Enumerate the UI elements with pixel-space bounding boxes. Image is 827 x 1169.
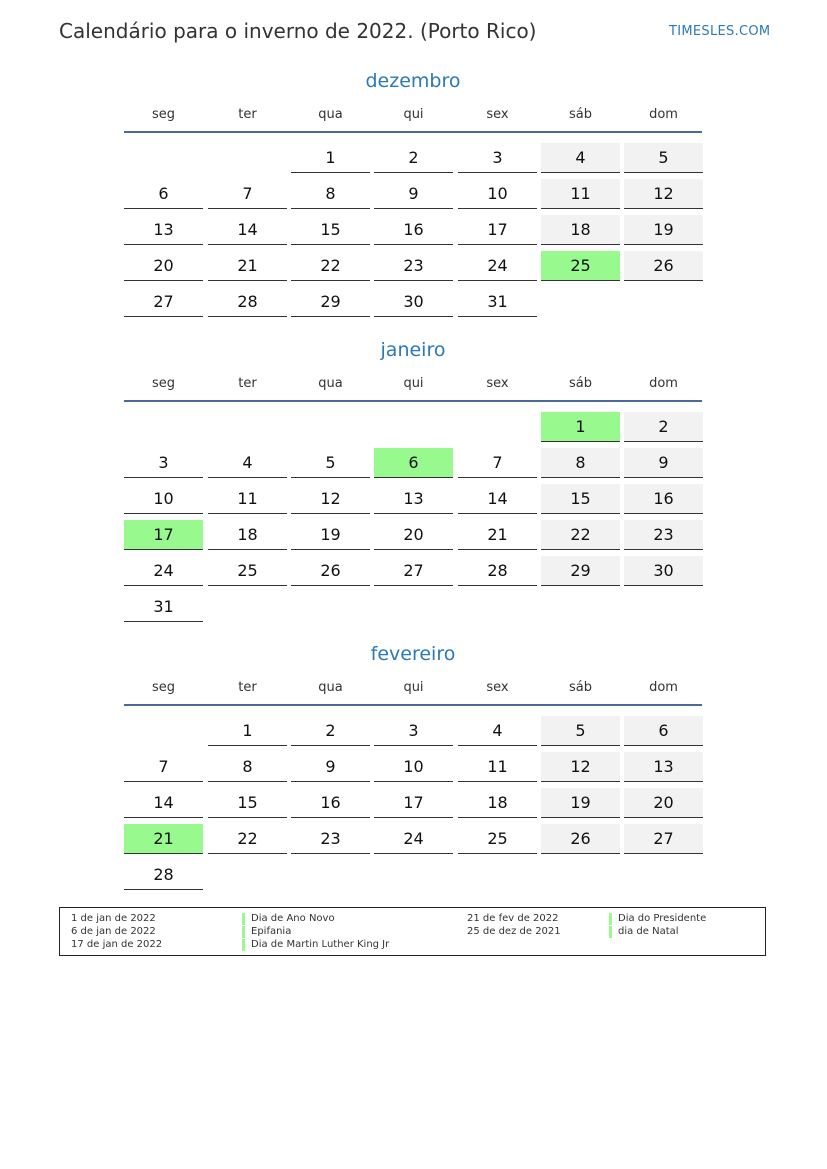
day-cell: 25 [208, 556, 287, 586]
day-cell: 28 [458, 556, 537, 586]
day-cell: 22 [291, 251, 370, 281]
day-cell: 20 [124, 251, 203, 281]
holiday-day-cell: 25 [541, 251, 620, 281]
day-cell: 14 [208, 215, 287, 245]
day-cell: 19 [624, 215, 703, 245]
day-cell: 4 [458, 716, 537, 746]
day-cell: 7 [208, 179, 287, 209]
weekday-header: ter [238, 376, 257, 391]
day-cell: 3 [124, 448, 203, 478]
day-cell: 16 [374, 215, 453, 245]
day-cell: 11 [458, 752, 537, 782]
day-cell: 2 [624, 412, 703, 442]
day-cell: 13 [374, 484, 453, 514]
day-cell: 5 [624, 143, 703, 173]
legend-holiday-name: dia de Natal [609, 926, 679, 938]
day-cell: 7 [124, 752, 203, 782]
day-cell: 27 [124, 287, 203, 317]
day-cell: 20 [624, 788, 703, 818]
day-cell: 24 [374, 824, 453, 854]
day-cell: 26 [624, 251, 703, 281]
day-cell: 5 [291, 448, 370, 478]
day-cell: 17 [374, 788, 453, 818]
day-cell: 9 [374, 179, 453, 209]
day-cell: 30 [624, 556, 703, 586]
legend-holiday-name: Epifania [242, 926, 291, 938]
day-cell: 29 [541, 556, 620, 586]
day-cell: 1 [291, 143, 370, 173]
day-cell: 28 [124, 860, 203, 890]
day-cell: 6 [624, 716, 703, 746]
day-cell: 10 [458, 179, 537, 209]
day-cell: 13 [124, 215, 203, 245]
weekday-header: sáb [569, 107, 592, 122]
day-cell: 12 [291, 484, 370, 514]
day-cell: 11 [541, 179, 620, 209]
weekday-header: qua [318, 680, 343, 695]
day-cell: 24 [458, 251, 537, 281]
day-cell: 8 [541, 448, 620, 478]
day-cell: 3 [374, 716, 453, 746]
weekday-header: qui [403, 107, 424, 122]
weekday-header: sex [486, 107, 509, 122]
day-cell: 8 [291, 179, 370, 209]
day-cell: 23 [291, 824, 370, 854]
weekday-header: dom [649, 107, 678, 122]
weekday-header: sex [486, 680, 509, 695]
day-cell: 21 [208, 251, 287, 281]
legend-date: 6 de jan de 2022 [71, 926, 156, 937]
legend-holiday-name: Dia do Presidente [609, 913, 706, 925]
day-cell: 22 [541, 520, 620, 550]
day-cell: 18 [541, 215, 620, 245]
holiday-day-cell: 17 [124, 520, 203, 550]
day-cell: 30 [374, 287, 453, 317]
day-cell: 19 [541, 788, 620, 818]
day-cell: 17 [458, 215, 537, 245]
weekday-header: seg [151, 680, 176, 695]
day-cell: 15 [291, 215, 370, 245]
weekday-header: sáb [569, 680, 592, 695]
day-cell: 21 [458, 520, 537, 550]
day-cell: 6 [124, 179, 203, 209]
month-title: janeiro [380, 339, 446, 361]
month-title: dezembro [365, 70, 461, 92]
legend-holiday-name: Dia de Martin Luther King Jr [242, 939, 389, 951]
weekday-header: ter [238, 680, 257, 695]
day-cell: 22 [208, 824, 287, 854]
day-cell: 9 [291, 752, 370, 782]
weekday-header: dom [649, 680, 678, 695]
day-cell: 4 [208, 448, 287, 478]
day-cell: 15 [208, 788, 287, 818]
weekday-header: dom [649, 376, 678, 391]
day-cell: 20 [374, 520, 453, 550]
day-cell: 31 [458, 287, 537, 317]
weekday-header: sáb [569, 376, 592, 391]
day-cell: 14 [124, 788, 203, 818]
day-cell: 26 [291, 556, 370, 586]
day-cell: 11 [208, 484, 287, 514]
day-cell: 28 [208, 287, 287, 317]
legend-date: 21 de fev de 2022 [467, 913, 559, 924]
day-cell: 1 [208, 716, 287, 746]
weekday-header: seg [151, 376, 176, 391]
header-divider [124, 704, 702, 706]
weekday-header: sex [486, 376, 509, 391]
day-cell: 16 [291, 788, 370, 818]
day-cell: 23 [374, 251, 453, 281]
day-cell: 24 [124, 556, 203, 586]
legend-date: 25 de dez de 2021 [467, 926, 561, 937]
day-cell: 10 [374, 752, 453, 782]
day-cell: 4 [541, 143, 620, 173]
legend-date: 1 de jan de 2022 [71, 913, 156, 924]
day-cell: 25 [458, 824, 537, 854]
day-cell: 9 [624, 448, 703, 478]
day-cell: 26 [541, 824, 620, 854]
legend-holiday-name: Dia de Ano Novo [242, 913, 335, 925]
day-cell: 18 [208, 520, 287, 550]
brand-link[interactable]: TIMESLES.COM [669, 24, 771, 39]
day-cell: 14 [458, 484, 537, 514]
day-cell: 19 [291, 520, 370, 550]
page-title: Calendário para o inverno de 2022. (Porto Rico) [59, 19, 537, 43]
day-cell: 16 [624, 484, 703, 514]
day-cell: 2 [374, 143, 453, 173]
holiday-day-cell: 1 [541, 412, 620, 442]
weekday-header: qui [403, 680, 424, 695]
day-cell: 31 [124, 592, 203, 622]
day-cell: 12 [541, 752, 620, 782]
day-cell: 10 [124, 484, 203, 514]
holiday-day-cell: 6 [374, 448, 453, 478]
day-cell: 23 [624, 520, 703, 550]
day-cell: 8 [208, 752, 287, 782]
weekday-header: qui [403, 376, 424, 391]
day-cell: 27 [624, 824, 703, 854]
header-divider [124, 400, 702, 402]
weekday-header: qua [318, 107, 343, 122]
day-cell: 5 [541, 716, 620, 746]
day-cell: 13 [624, 752, 703, 782]
weekday-header: seg [151, 107, 176, 122]
day-cell: 18 [458, 788, 537, 818]
legend-date: 17 de jan de 2022 [71, 939, 163, 950]
day-cell: 15 [541, 484, 620, 514]
weekday-header: qua [318, 376, 343, 391]
holiday-day-cell: 21 [124, 824, 203, 854]
day-cell: 3 [458, 143, 537, 173]
header-divider [124, 131, 702, 133]
month-title: fevereiro [370, 643, 456, 665]
day-cell: 27 [374, 556, 453, 586]
holiday-legend [59, 907, 766, 956]
day-cell: 29 [291, 287, 370, 317]
day-cell: 12 [624, 179, 703, 209]
day-cell: 2 [291, 716, 370, 746]
day-cell: 7 [458, 448, 537, 478]
weekday-header: ter [238, 107, 257, 122]
